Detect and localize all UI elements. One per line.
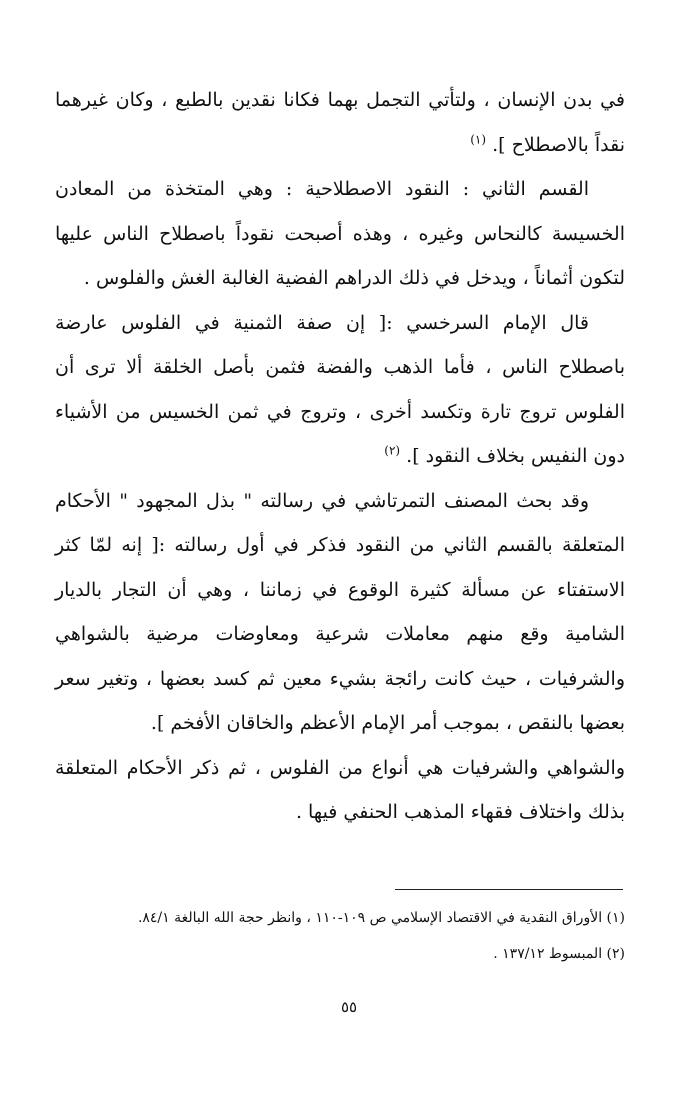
paragraph-1 bbox=[55, 78, 625, 167]
paragraph-1-text: في بدن الإنسان ، ولتأتي التجمل بهما فكانا نقدين بالطبع ، وكان غيرهما نقداً بالاصطلاح ]. bbox=[55, 89, 625, 156]
footnote-1: (١) الأوراق النقدية في الاقتصاد الإسلامي ص ١٠٩-١١٠ ، وانظر حجة الله البالغة ٨٤/١. bbox=[137, 910, 625, 926]
paragraph-3 bbox=[55, 301, 625, 479]
paragraph-3-text: قال الإمام السرخسي :[ إن صفة الثمنية في الفلوس عارضة باصطلاح الناس ، فأما الذهب والفضة فثمن بأصل الخلقة ألا ترى أن الفلوس تروج تارة وتكسد أخرى ، وتروج في ثمن الخسيس من الأشياء دون النفيس بخلاف النقود ]. bbox=[55, 311, 625, 467]
footnotes bbox=[55, 900, 625, 972]
paragraph-5: والشواهي والشرفيات هي أنواع من الفلوس ، ثم ذكر الأحكام المتعلقة بذلك واختلاف فقهاء المذهب الحنفي فيها . bbox=[55, 756, 625, 823]
main-text bbox=[55, 78, 625, 835]
page-number: ٥٥ bbox=[340, 998, 358, 1016]
footnote-2: (٢) المبسوط ١٣٧/١٢ . bbox=[493, 946, 625, 962]
footnote-mark-2: (٢) bbox=[384, 443, 401, 458]
paragraph-2: القسم الثاني : النقود الاصطلاحية : وهي المتخذة من المعادن الخسيسة كالنحاس وغيره ، وهذه أصبحت نقوداً باصطلاح الناس عليها لتكون أثماناً ، ويدخل في ذلك الدراهم الفضية الغالبة الغش والفلوس . bbox=[55, 178, 625, 289]
footnote-mark-1: (١) bbox=[470, 132, 487, 147]
paragraph-4: وقد بحث المصنف التمرتاشي في رسالته " بذل المجهود " الأحكام المتعلقة بالقسم الثاني من النقود فذكر في أول رسالته :[ إنه لمّا كثر الاستفتاء عن مسألة كثيرة الوقوع في زماننا ، وهي أن التجار بالديار الشامية وقع منهم معاملات شرعية ومعاوضات مرضية بالشواهي والشرفيات ، حيث كانت رائجة بشيء معين ثم كسد بعضها ، وتغير سعر بعضها بالنقص ، بموجب أمر الإمام الأعظم والخاقان الأفخم ]. bbox=[55, 489, 625, 734]
footnote-divider bbox=[395, 889, 623, 890]
